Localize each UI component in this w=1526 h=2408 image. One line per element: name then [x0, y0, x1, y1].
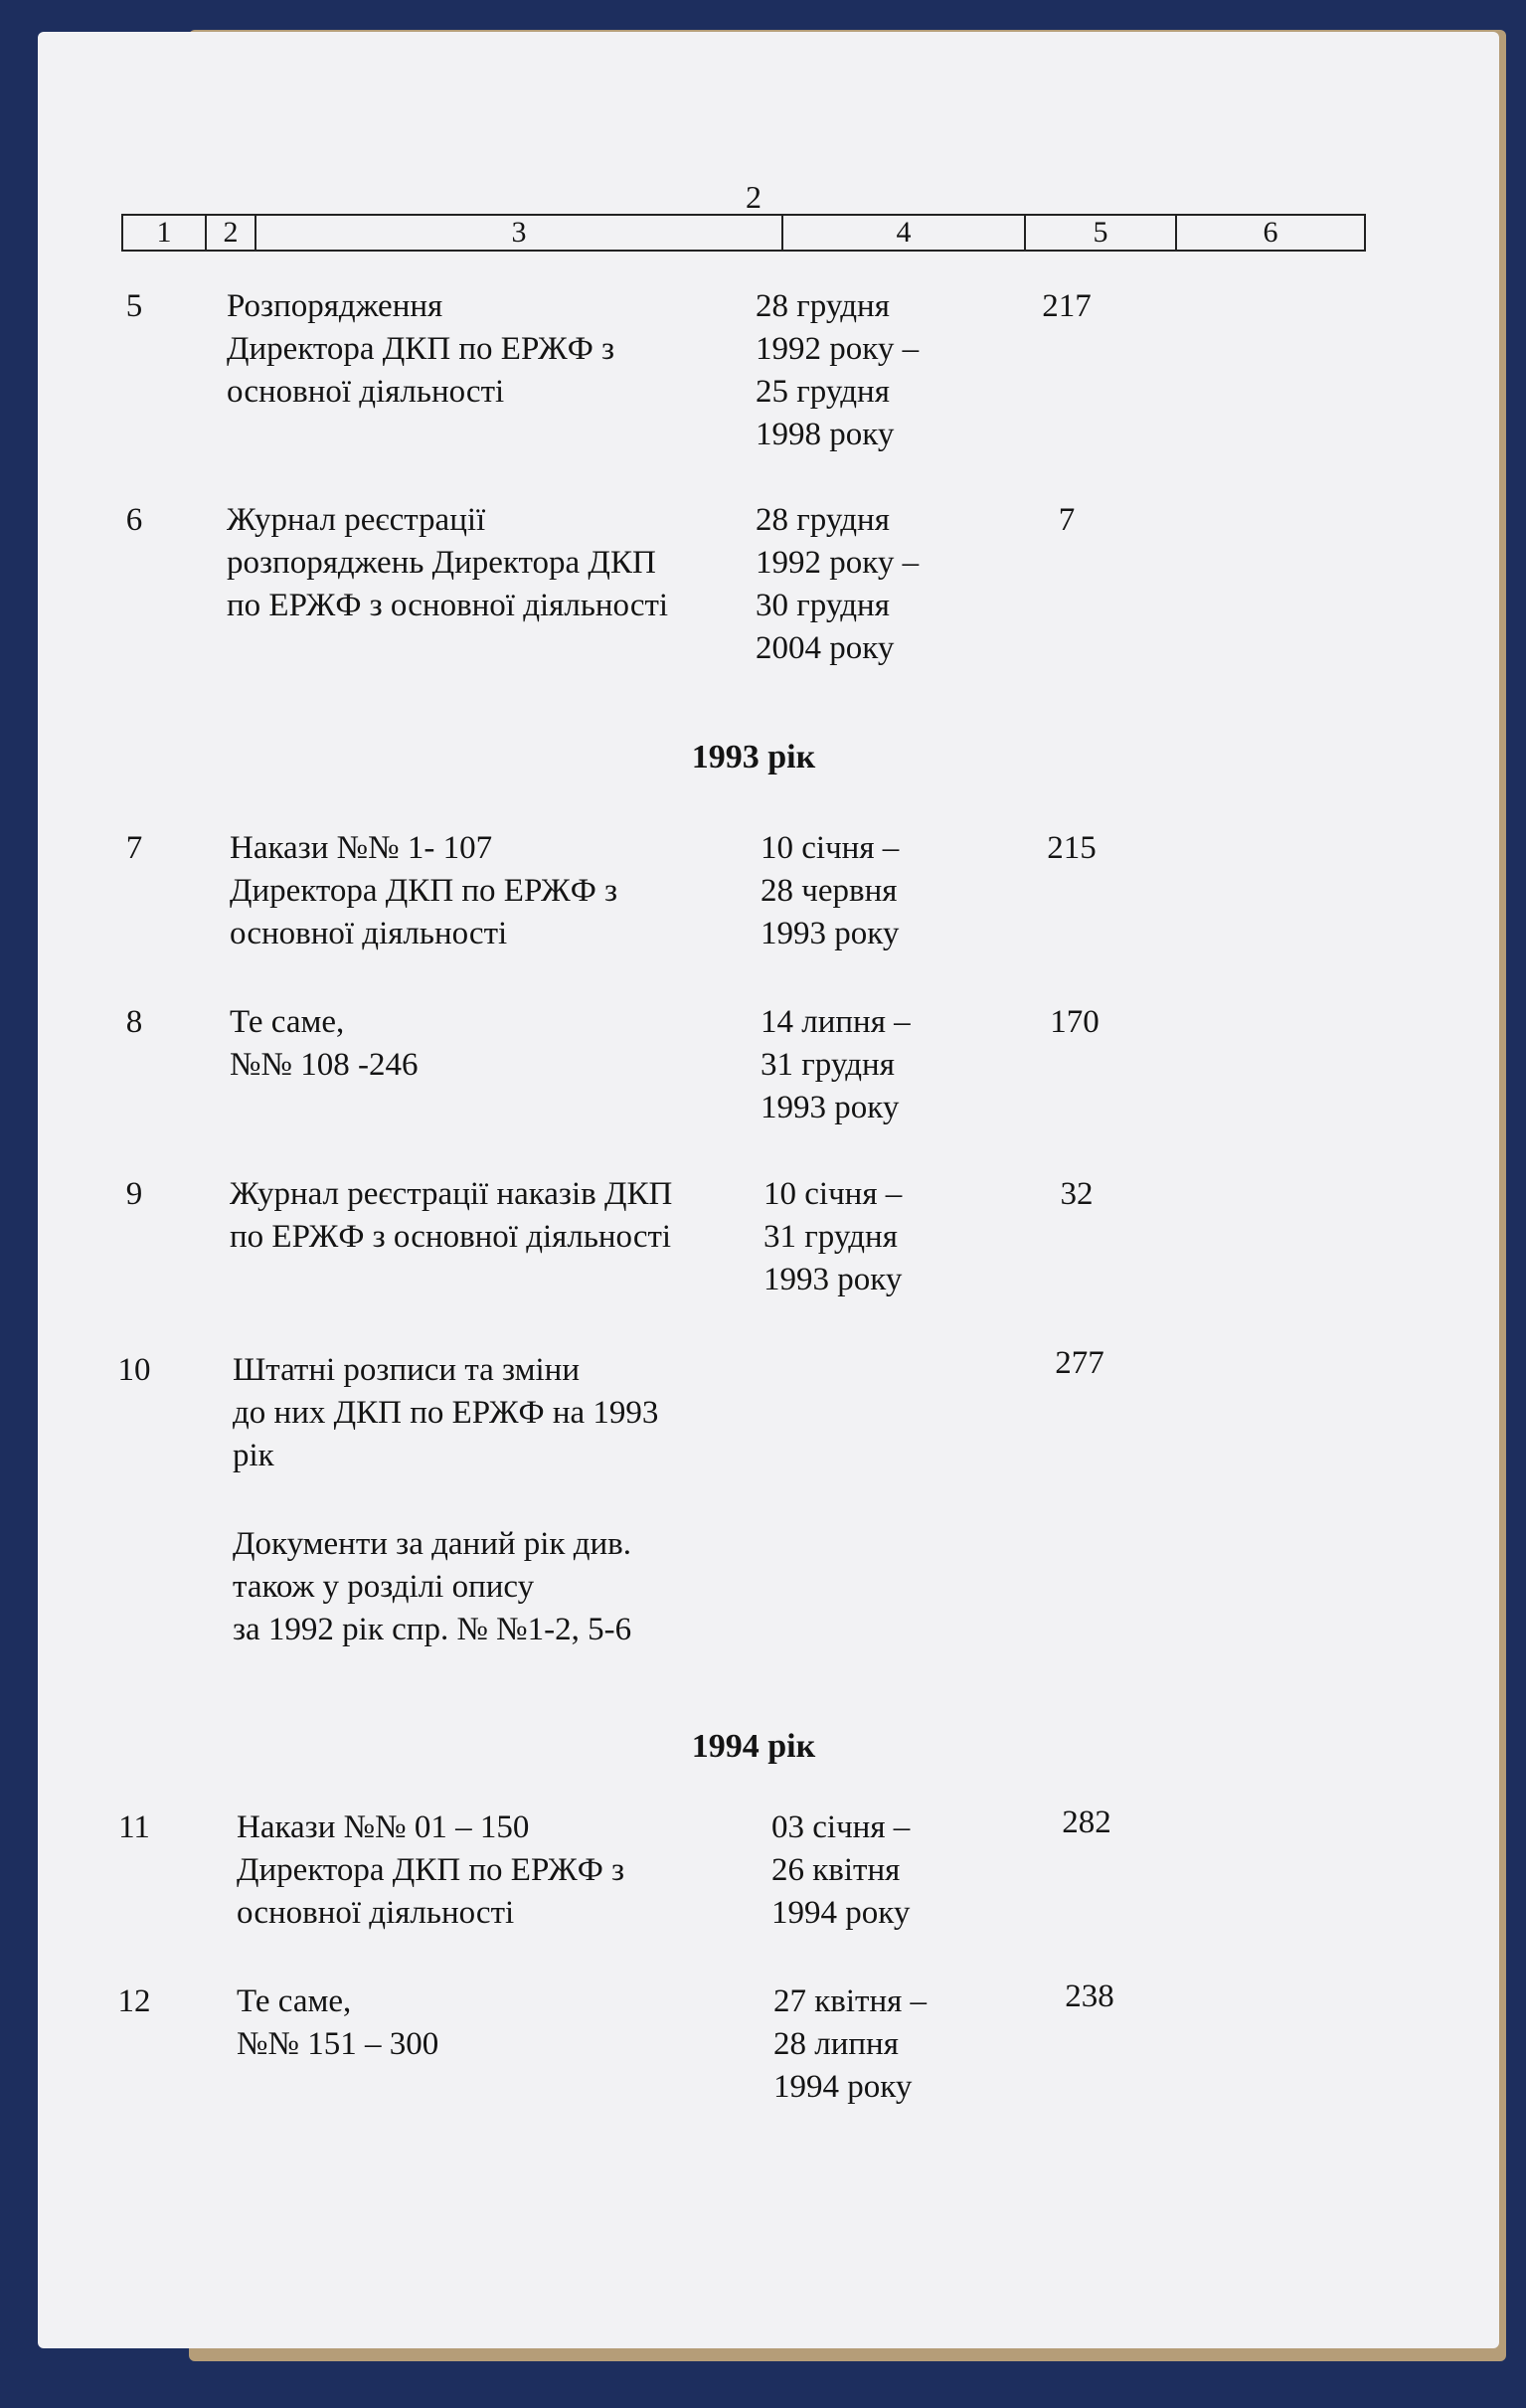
entry-sheet-count: 217: [1042, 288, 1092, 324]
entry-dates: 10 січня – 31 грудня 1993 року: [763, 1176, 903, 1297]
entry-number: 8: [125, 1004, 143, 1040]
entry-number: 6: [125, 502, 143, 538]
entry-dates: 14 липня – 31 грудня 1993 року: [761, 1004, 911, 1125]
entry-number: 5: [125, 288, 143, 324]
entry-title: Те саме, №№ 108 -246: [230, 1004, 419, 1083]
entry-title: Накази №№ 01 – 150 Директора ДКП по ЕРЖФ з основної діяльності: [237, 1809, 625, 1931]
entry-title: Штатні розписи та зміни до них ДКП по ЕРЖФ на 1993 рік: [233, 1352, 659, 1473]
entry-dates: 03 січня – 26 квітня 1994 року: [771, 1809, 911, 1931]
column-header: 3: [256, 216, 783, 250]
entry-number: 11: [118, 1809, 150, 1845]
entry-title: Журнал реєстрації розпоряджень Директора ДКП по ЕРЖФ з основної діяльності: [227, 502, 669, 623]
entry-number: 7: [125, 830, 143, 866]
entry-sheet-count: 7: [1058, 502, 1076, 538]
entry-dates: 28 грудня 1992 року – 25 грудня 1998 року: [756, 288, 920, 452]
column-header: 1: [123, 216, 207, 250]
entry-sheet-count: 170: [1050, 1004, 1100, 1040]
column-header: 6: [1263, 216, 1278, 249]
entry-sheet-count: 32: [1060, 1176, 1094, 1212]
entry-number: 10: [117, 1352, 151, 1388]
entry-title: Те саме, №№ 151 – 300: [237, 1983, 439, 2062]
entry-sheet-count: 282: [1062, 1805, 1111, 1840]
cross-reference-note: Документи за даний рік див. також у розділі опису за 1992 рік спр. № №1-2, 5-6: [233, 1526, 632, 1647]
page-number: 2: [746, 179, 762, 215]
entry-number: 9: [125, 1176, 143, 1212]
entry-dates: 28 грудня 1992 року – 30 грудня 2004 року: [756, 502, 920, 666]
year-heading-1994: 1994 рік: [691, 1728, 816, 1765]
year-heading-1993: 1993 рік: [691, 739, 816, 775]
entry-sheet-count: 277: [1055, 1345, 1104, 1381]
column-header: 2: [207, 216, 256, 250]
column-header: 5: [1026, 216, 1177, 250]
entry-sheet-count: 215: [1047, 830, 1097, 866]
entry-title: Розпорядження Директора ДКП по ЕРЖФ з основної діяльності: [227, 288, 615, 410]
entry-title: Журнал реєстрації наказів ДКП по ЕРЖФ з основної діяльності: [230, 1176, 673, 1255]
column-header-row: [121, 214, 1366, 252]
entry-dates: 27 квітня – 28 липня 1994 року: [773, 1983, 928, 2105]
entry-sheet-count: 238: [1065, 1978, 1114, 2014]
column-header: 4: [783, 216, 1026, 250]
entry-title: Накази №№ 1- 107 Директора ДКП по ЕРЖФ з основної діяльності: [230, 830, 618, 951]
entry-number: 12: [117, 1983, 151, 2019]
entry-dates: 10 січня – 28 червня 1993 року: [761, 830, 900, 951]
document-page: [38, 32, 1499, 2348]
